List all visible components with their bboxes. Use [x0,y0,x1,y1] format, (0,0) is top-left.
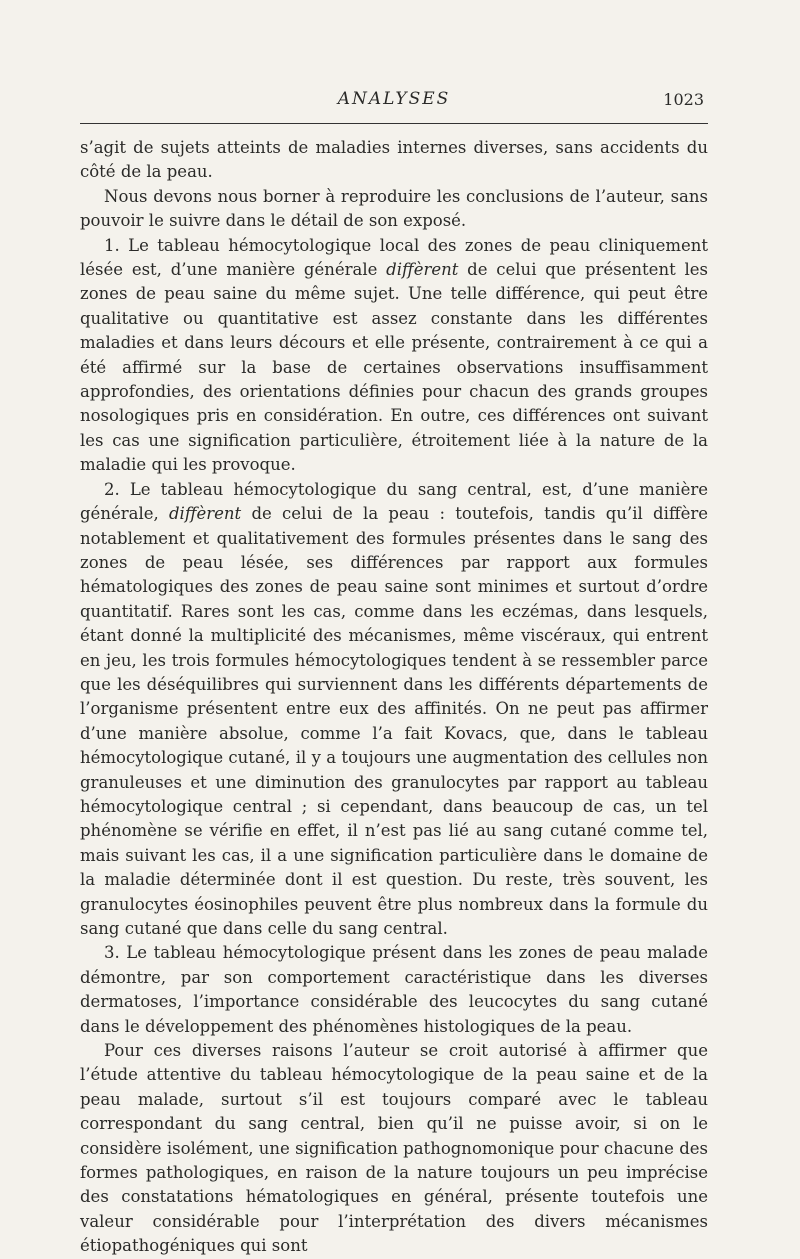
paragraph [80,136,708,185]
text-run: s’agit de sujets atteints de maladies internes diverses, sans accidents du côté de la peau. [80,138,708,182]
paragraph [80,1039,708,1259]
paragraph [80,941,708,1039]
running-header [80,87,708,113]
emphasis: diffèrent [386,260,459,280]
text-run: Pour ces diverses raisons l’auteur se croit autorisé à affirmer que l’étude attentive du tableau hémocytologique de la peau saine et de la peau malade, surtout s’il est toujours comparé avec le tableau correspondant du sang central, bien qu’il ne puisse avoir, si on le considère isolément, une signification pathognomonique pour chacune des formes pathologiques, en raison de la nature toujours un peu imprécise des constatations hématologiques en général, présente toutefois une valeur considérable pour l’interprétation des divers mécanismes étiopathogéniques qui sont [80,1041,708,1256]
paragraph [80,478,708,942]
paragraph [80,185,708,234]
text-run: de celui de la peau : toutefois, tandis qu’il diffère notablement et qualitativement des formules présentes dans le sang des zones de peau lésée, ses différences par rapport aux formules hématologiques des zones de peau saine sont minimes et surtout d’ordre quantitatif. Rares sont les cas, comme dans les eczémas, dans lesquels, étant donné la multiplicité des mécanismes, même viscéraux, qui entrent en jeu, les trois formules hémocytologiques tendent à se ressembler parce que les déséquilibres qui surviennent dans les différents départements de l’organisme présentent entre eux des affinités. On ne peut pas affirmer d’une manière absolue, comme l’a fait Kovacs, que, dans le tableau hémocytologique cutané, il y a toujours une augmentation des cellules non granuleuses et une diminution des granulocytes par rapport au tableau hémocytologique central ; si cependant, dans beaucoup de cas, un tel phénomène se vérifie en effet, il n’est pas lié au sang cutané comme tel, mais suivant les cas, il a une signification particulière dans le domaine de la maladie déterminée dont il est question. Du reste, très souvent, les granulocytes éosinophiles peuvent être plus nombreux dans la formule du sang cutané que dans celle du sang central. [80,504,708,938]
header-rule [80,123,708,124]
text-run: de celui que présentent les zones de peau saine du même sujet. Une telle différence, qui peut être qualitative ou quantitative est assez constante dans les différentes maladies et dans leurs décours et elle présente, contrairement à ce qui a été affirmé sur la base de certaines observations insuffisamment approfondies, des orientations définies pour chacun des grands groupes nosologiques pris en considération. En outre, ces différences ont suivant les cas une signification particulière, étroitement liée à la nature de la maladie qui les provoque. [80,260,708,475]
paragraph [80,234,708,478]
running-title: ANALYSES [337,89,451,109]
emphasis: diffèrent [168,504,242,524]
text-run: 3. Le tableau hémocytologique présent dans les zones de peau malade démontre, par son comportement caractéristique dans les diverses dermatoses, l’importance considérable des leucocytes du sang cutané dans le développement des phénomènes histologiques de la peau. [80,943,708,1036]
body-text [80,136,708,1259]
page-number: 1023 [663,90,704,109]
text-run: 2. Le tableau hémocytologique du sang central, est, d’une manière générale, [80,479,708,524]
text-run: 1. Le tableau hémocytologique local des zones de peau cliniquement lésée est, d’une manière générale [80,235,708,280]
text-run: Nous devons nous borner à reproduire les conclusions de l’auteur, sans pouvoir le suivre dans le détail de son exposé. [80,186,708,231]
